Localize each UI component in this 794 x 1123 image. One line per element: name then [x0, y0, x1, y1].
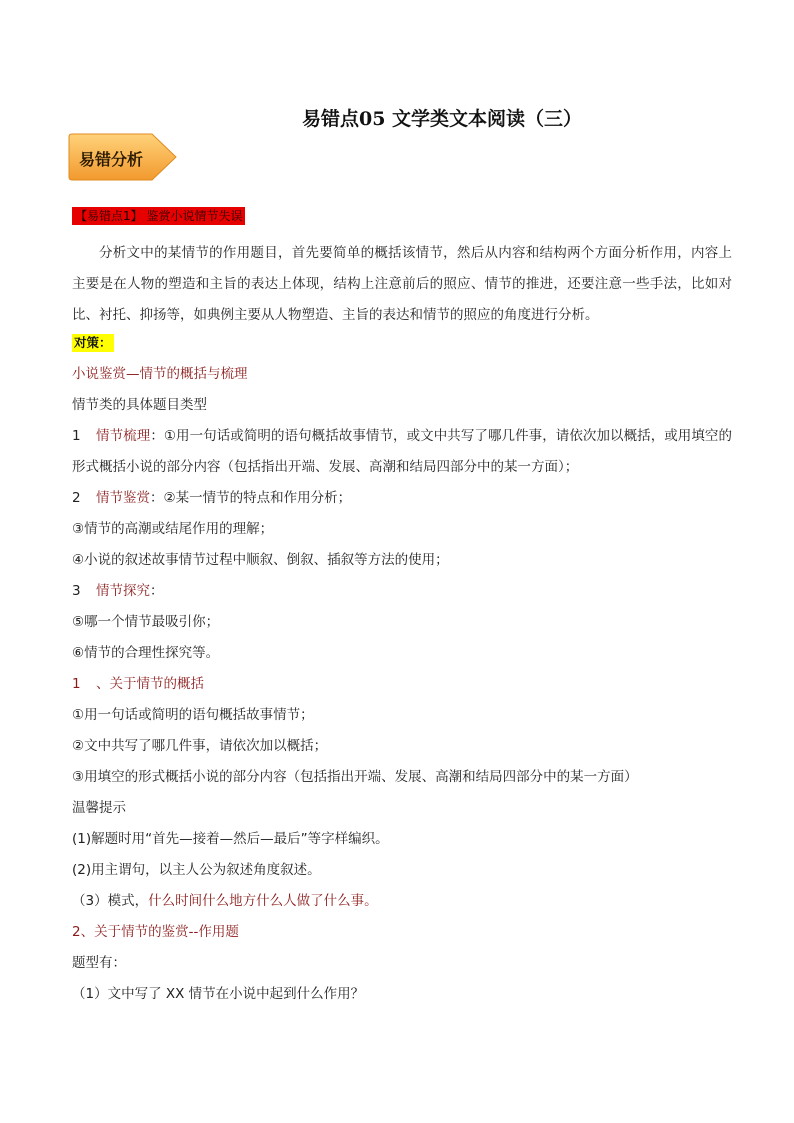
tip-3: （3）模式，什么时间什么地方什么人做了什么事。: [72, 893, 378, 909]
section-badge: [68, 133, 178, 181]
tip-1: (1)解题时用“首先—接着—然后—最后”等字样编织。: [72, 831, 389, 847]
intro-paragraph: 分析文中的某情节的作用题目，首先要简单的概括该情节，然后从内容和结构两个方面分析作用，内容上主要是在人物的塑造和主旨的表达上体现，结构上注意前后的照应、情节的推进，还要注意一些手法，比如对比、衬托、抑扬等，如典例主要从人物塑造、主旨的表达和情节的照应的角度进行分析。: [72, 245, 732, 323]
item-2-a: ③情节的高潮或结尾作用的理解；: [72, 521, 274, 537]
strategy-label: 对策：: [74, 335, 112, 350]
section-1-heading: 1 、关于情节的概括: [72, 676, 204, 692]
section-2-heading: 2、关于情节的鉴赏--作用题: [72, 924, 239, 940]
error-point-label: 【易错点1】 鉴赏小说情节失误: [72, 207, 245, 225]
section-1-a: ①用一句话或简明的语句概括故事情节；: [72, 707, 314, 723]
question-1: （1）文中写了 XX 情节在小说中起到什么作用？: [72, 986, 365, 1002]
item-1: 1 情节梳理：①用一句话或简明的语句概括故事情节，或文中共写了哪几件事，请依次加以概括，或用填空的形式概括小说的部分内容（包括指出开端、发展、高潮和结局四部分中的某一方面）；: [72, 428, 732, 475]
item-3: 3 情节探究：: [72, 583, 164, 599]
subhead: 小说鉴赏—情节的概括与梳理: [72, 366, 248, 382]
item-2: 2 情节鉴赏：②某一情节的特点和作用分析；: [72, 490, 352, 506]
tip-heading: 温馨提示: [72, 800, 126, 816]
question-types-heading: 题型有：: [72, 955, 126, 971]
tip-2: (2)用主谓句，以主人公为叙述角度叙述。: [72, 862, 321, 878]
types-heading: 情节类的具体题目类型: [72, 397, 207, 413]
item-3-a: ⑤哪一个情节最吸引你；: [72, 614, 220, 630]
badge-label: 易错分析: [79, 150, 144, 169]
item-3-b: ⑥情节的合理性探究等。: [72, 645, 220, 661]
section-1-c: ③用填空的形式概括小说的部分内容（包括指出开端、发展、高潮和结局四部分中的某一方面）: [72, 769, 638, 785]
section-1-b: ②文中共写了哪几件事，请依次加以概括；: [72, 738, 328, 754]
page-title: 易错点05 文学类文本阅读（三）: [302, 108, 583, 130]
item-2-b: ④小说的叙述故事情节过程中顺叙、倒叙、插叙等方法的使用；: [72, 552, 449, 568]
